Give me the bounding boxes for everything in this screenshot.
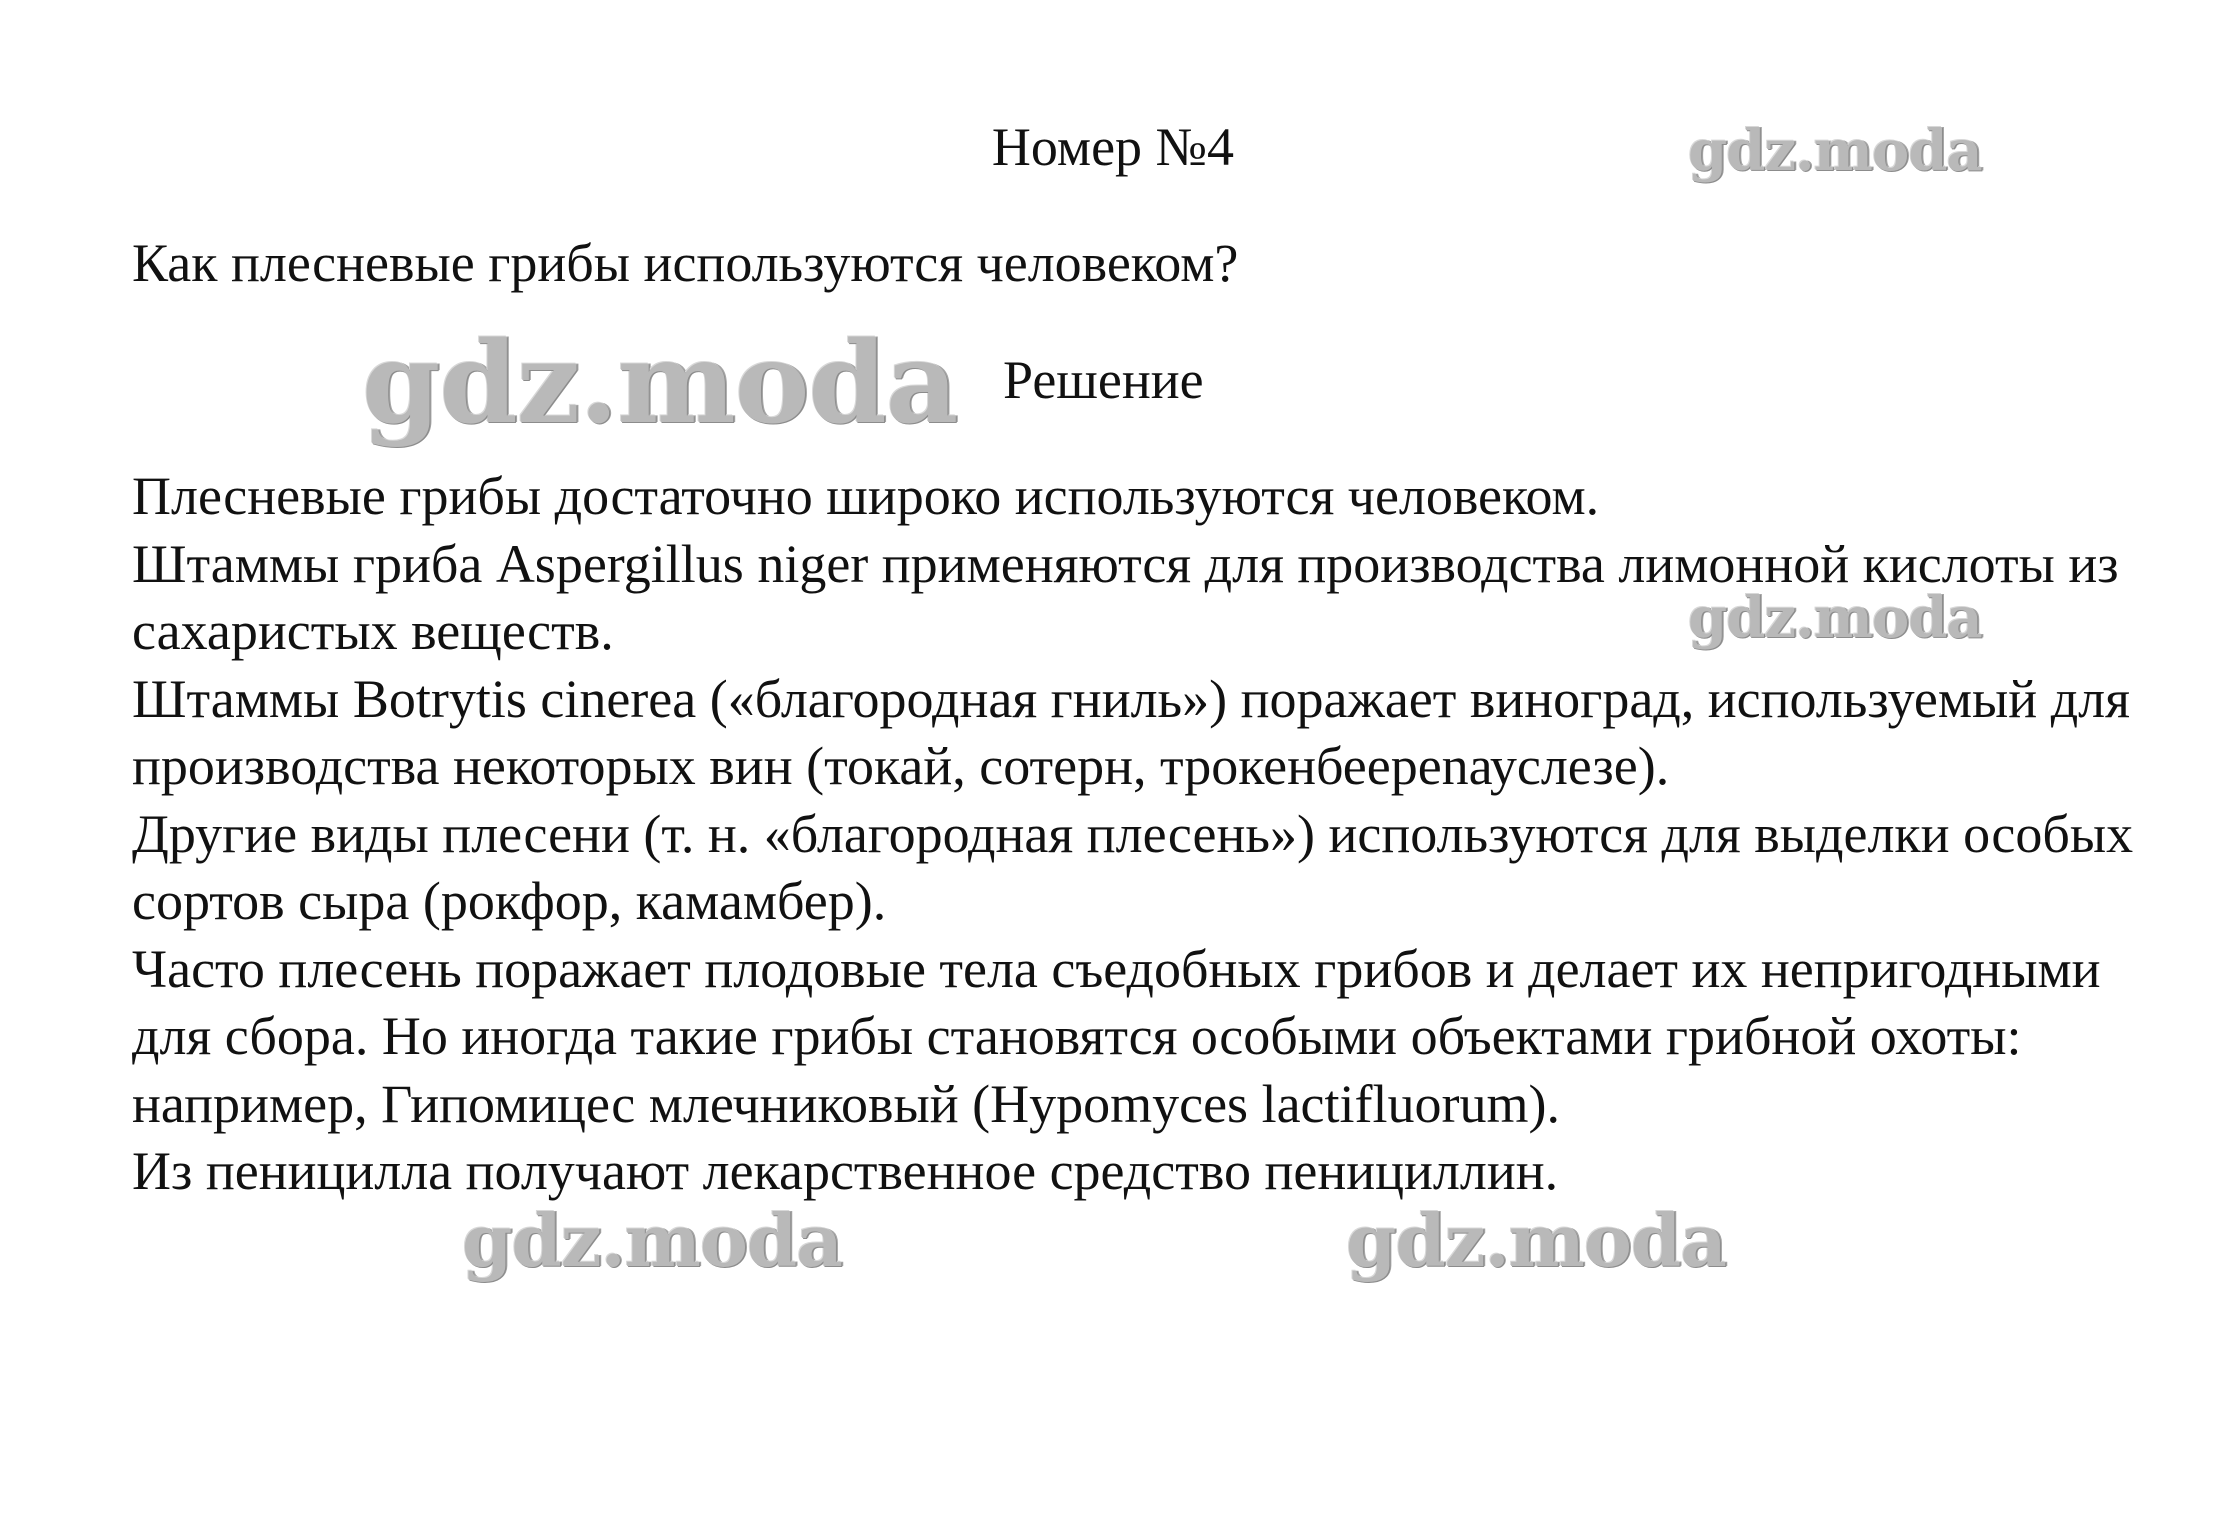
answer-paragraph: Часто плесень поражает плодовые тела съедобных грибов и делает их непригодными для сбора. Но иногда такие грибы становятся особыми объектами грибной охоты: например, Гипомицес млечниковый (Hypomyces lactifluorum). — [132, 938, 2101, 1134]
answer-paragraph: Из пеницилла получают лекарственное средство пенициллин. — [132, 1141, 1559, 1201]
solution-heading: Решение — [1003, 350, 1204, 410]
answer-paragraph: Штаммы Botrytis cinerea («благородная гниль») поражает виноград, используемый для производства некоторых вин (токай, сотерн, трокенбеереnауслезе). — [132, 668, 2130, 796]
answer-paragraph: Другие виды плесени (т. н. «благородная плесень») используются для выделки особых сортов сыра (рокфор, камамбер). — [132, 803, 2134, 931]
watermark-logo: gdz.moda — [1688, 118, 1982, 184]
answer-paragraph: Штаммы гриба Aspergillus niger применяются для производства лимонной кислоты из сахаристых веществ. — [132, 533, 2119, 661]
watermark-logo: gdz.moda — [1346, 1198, 1726, 1283]
answer-paragraph: Плесневые грибы достаточно широко используются человеком. — [132, 466, 1600, 526]
question-text: Как плесневые грибы используются человеком? — [132, 233, 1239, 293]
watermark-logo: gdz.moda — [362, 318, 958, 449]
watermark-logo: gdz.moda — [1688, 585, 1982, 651]
watermark-logo: gdz.moda — [462, 1198, 842, 1283]
answer-body — [132, 463, 2192, 1206]
page-title: Номер №4 — [991, 117, 1235, 177]
